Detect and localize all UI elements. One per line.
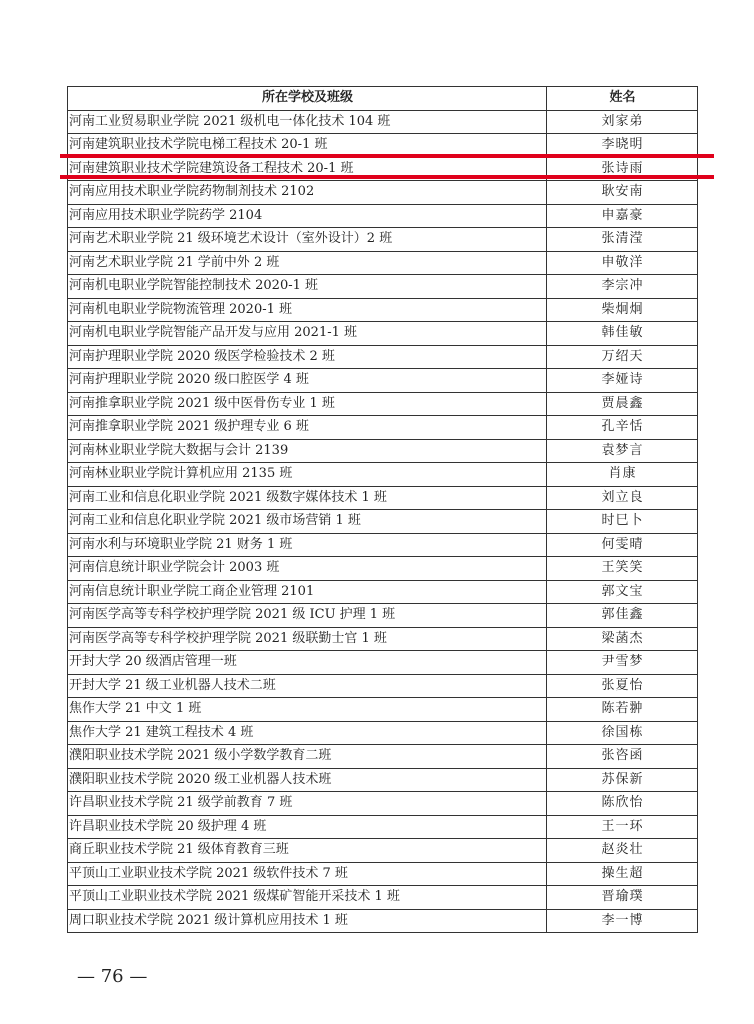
student-name-cell: 孔辛恬 <box>547 416 698 440</box>
school-class-cell: 河南工业贸易职业学院 2021 级机电一体化技术 104 班 <box>68 110 547 134</box>
school-class-cell: 河南推拿职业学院 2021 级中医骨伤专业 1 班 <box>68 392 547 416</box>
student-name-cell: 尹雪梦 <box>547 651 698 675</box>
table-header-row <box>68 87 698 111</box>
school-class-cell: 平顶山工业职业技术学院 2021 级软件技术 7 班 <box>68 862 547 886</box>
student-name-cell: 郭文宝 <box>547 580 698 604</box>
table-row <box>68 557 698 581</box>
school-class-cell: 河南信息统计职业学院工商企业管理 2101 <box>68 580 547 604</box>
header-name: 姓名 <box>547 87 698 111</box>
school-class-cell: 焦作大学 21 建筑工程技术 4 班 <box>68 721 547 745</box>
school-class-cell: 河南建筑职业技术学院电梯工程技术 20-1 班 <box>68 134 547 158</box>
student-name-cell: 晋瑜璞 <box>547 886 698 910</box>
table-row <box>68 486 698 510</box>
school-class-cell: 河南推拿职业学院 2021 级护理专业 6 班 <box>68 416 547 440</box>
school-class-cell: 河南林业职业学院大数据与会计 2139 <box>68 439 547 463</box>
table-row <box>68 463 698 487</box>
school-class-cell: 河南医学高等专科学校护理学院 2021 级联勤士官 1 班 <box>68 627 547 651</box>
student-name-cell: 操生超 <box>547 862 698 886</box>
table-row <box>68 886 698 910</box>
school-class-cell: 河南林业职业学院计算机应用 2135 班 <box>68 463 547 487</box>
school-class-cell: 河南应用技术职业学院药学 2104 <box>68 204 547 228</box>
student-name-cell: 申嘉豪 <box>547 204 698 228</box>
school-class-cell: 河南应用技术职业学院药物制剂技术 2102 <box>68 181 547 205</box>
school-class-cell: 河南水利与环境职业学院 21 财务 1 班 <box>68 533 547 557</box>
school-class-cell: 濮阳职业技术学院 2021 级小学数学教育二班 <box>68 745 547 769</box>
student-name-cell: 李娅诗 <box>547 369 698 393</box>
student-name-cell: 徐国栋 <box>547 721 698 745</box>
school-class-cell: 河南建筑职业技术学院建筑设备工程技术 20-1 班 <box>68 157 547 181</box>
student-name-cell: 王一环 <box>547 815 698 839</box>
student-name-cell: 苏保新 <box>547 768 698 792</box>
red-annotation-line-bottom <box>60 175 714 179</box>
school-class-cell: 河南机电职业学院物流管理 2020-1 班 <box>68 298 547 322</box>
school-class-cell: 河南艺术职业学院 21 学前中外 2 班 <box>68 251 547 275</box>
student-name-cell: 刘立良 <box>547 486 698 510</box>
student-name-cell: 时巳卜 <box>547 510 698 534</box>
student-name-cell: 李晓明 <box>547 134 698 158</box>
header-school-class: 所在学校及班级 <box>68 87 547 111</box>
school-class-cell: 开封大学 20 级酒店管理一班 <box>68 651 547 675</box>
table-row <box>68 604 698 628</box>
school-class-cell: 商丘职业技术学院 21 级体育教育三班 <box>68 839 547 863</box>
student-name-cell: 刘家弟 <box>547 110 698 134</box>
page-number: — 76 — <box>77 966 148 987</box>
student-name-cell: 贾晨鑫 <box>547 392 698 416</box>
student-name-cell: 申敬洋 <box>547 251 698 275</box>
table-row <box>68 416 698 440</box>
table-row <box>68 298 698 322</box>
student-name-cell: 袁梦言 <box>547 439 698 463</box>
student-name-cell: 耿安南 <box>547 181 698 205</box>
student-name-cell: 柴炯炯 <box>547 298 698 322</box>
school-class-cell: 河南艺术职业学院 21 级环境艺术设计（室外设计）2 班 <box>68 228 547 252</box>
school-class-cell: 河南医学高等专科学校护理学院 2021 级 ICU 护理 1 班 <box>68 604 547 628</box>
student-name-cell: 赵炎壮 <box>547 839 698 863</box>
student-name-cell: 何雯晴 <box>547 533 698 557</box>
student-name-cell: 张夏怡 <box>547 674 698 698</box>
table-row <box>68 322 698 346</box>
student-name-cell: 韩佳敏 <box>547 322 698 346</box>
student-name-cell: 李宗冲 <box>547 275 698 299</box>
table-row <box>68 745 698 769</box>
student-name-cell: 陈若翀 <box>547 698 698 722</box>
student-name-cell: 肖康 <box>547 463 698 487</box>
table-row <box>68 181 698 205</box>
table-row <box>68 792 698 816</box>
student-name-cell: 王笑笑 <box>547 557 698 581</box>
school-class-cell: 平顶山工业职业技术学院 2021 级煤矿智能开采技术 1 班 <box>68 886 547 910</box>
school-class-cell: 河南护理职业学院 2020 级医学检验技术 2 班 <box>68 345 547 369</box>
student-name-cell: 万绍天 <box>547 345 698 369</box>
school-class-cell: 河南信息统计职业学院会计 2003 班 <box>68 557 547 581</box>
table-body <box>68 110 698 933</box>
school-class-cell: 濮阳职业技术学院 2020 级工业机器人技术班 <box>68 768 547 792</box>
student-name-cell: 陈欣怡 <box>547 792 698 816</box>
school-class-cell: 焦作大学 21 中文 1 班 <box>68 698 547 722</box>
table-row <box>68 439 698 463</box>
table-row <box>68 204 698 228</box>
school-class-cell: 河南机电职业学院智能产品开发与应用 2021-1 班 <box>68 322 547 346</box>
table-row <box>68 651 698 675</box>
school-class-cell: 许昌职业技术学院 20 级护理 4 班 <box>68 815 547 839</box>
table-row <box>68 369 698 393</box>
school-class-cell: 周口职业技术学院 2021 级计算机应用技术 1 班 <box>68 909 547 933</box>
student-name-cell: 郭佳鑫 <box>547 604 698 628</box>
table-row <box>68 815 698 839</box>
table-row <box>68 698 698 722</box>
table-row <box>68 533 698 557</box>
table-row <box>68 510 698 534</box>
school-class-cell: 许昌职业技术学院 21 级学前教育 7 班 <box>68 792 547 816</box>
table-row <box>68 768 698 792</box>
student-name-cell: 李一博 <box>547 909 698 933</box>
table-row <box>68 275 698 299</box>
table-row <box>68 251 698 275</box>
table-row <box>68 345 698 369</box>
school-class-cell: 河南机电职业学院智能控制技术 2020-1 班 <box>68 275 547 299</box>
table-row <box>68 909 698 933</box>
school-class-cell: 河南工业和信息化职业学院 2021 级市场营销 1 班 <box>68 510 547 534</box>
table-row <box>68 580 698 604</box>
school-class-cell: 河南工业和信息化职业学院 2021 级数字媒体技术 1 班 <box>68 486 547 510</box>
table-row <box>68 862 698 886</box>
student-name-cell: 张诗雨 <box>547 157 698 181</box>
student-name-cell: 张清滢 <box>547 228 698 252</box>
table-row <box>68 721 698 745</box>
table-row <box>68 674 698 698</box>
student-name-cell: 梁菡杰 <box>547 627 698 651</box>
table-row <box>68 110 698 134</box>
school-class-cell: 开封大学 21 级工业机器人技术二班 <box>68 674 547 698</box>
table-row <box>68 627 698 651</box>
table-row <box>68 839 698 863</box>
school-class-cell: 河南护理职业学院 2020 级口腔医学 4 班 <box>68 369 547 393</box>
roster-table <box>67 86 698 933</box>
red-annotation-line-top <box>60 154 714 158</box>
table-row <box>68 392 698 416</box>
table-row <box>68 228 698 252</box>
student-name-cell: 张咨函 <box>547 745 698 769</box>
